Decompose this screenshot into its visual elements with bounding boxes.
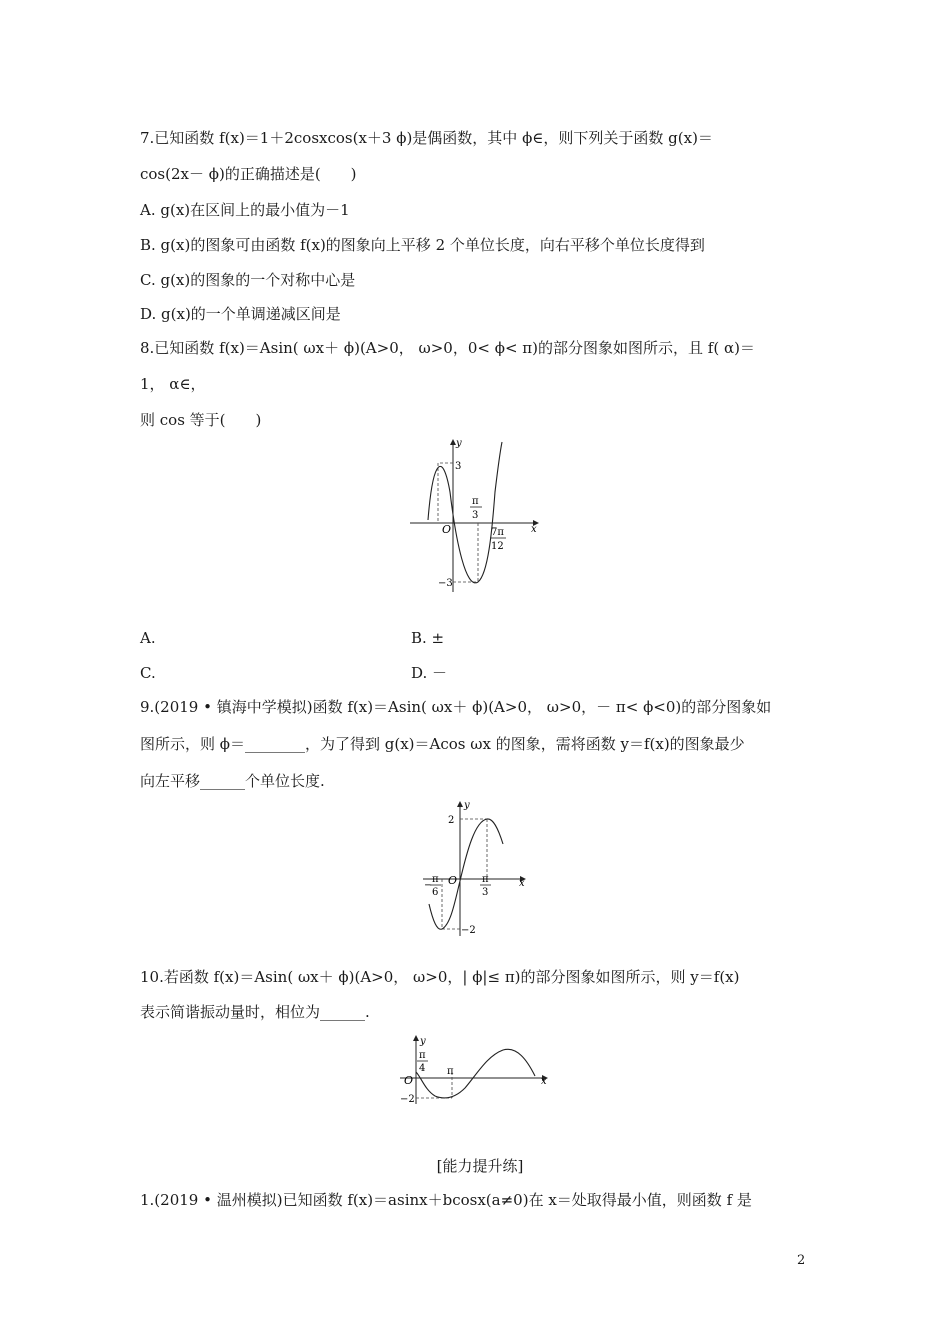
q9-neg-pi-num: π bbox=[432, 874, 439, 885]
q8-y-min: −3 bbox=[438, 578, 453, 589]
q8-line-3: 则 cos 等于( ) bbox=[140, 411, 262, 429]
q9-pi3-num: π bbox=[482, 874, 489, 885]
q9-line-3: 向左平移______个单位长度. bbox=[140, 772, 325, 790]
q9-y-max: 2 bbox=[448, 815, 455, 826]
q10-line-1: 10.若函数 f(x)＝Asin( ωx＋ ϕ)(A>0， ω>0，| ϕ|≤ π)的部分图象如图所示，则 y＝f(x) bbox=[140, 968, 740, 986]
q7-option-d: D. g(x)的一个单调递减区间是 bbox=[140, 305, 341, 323]
page-number: 2 bbox=[797, 1253, 806, 1268]
q9-y-label: y bbox=[464, 800, 470, 811]
q8-pi-den: 3 bbox=[472, 510, 479, 521]
q8-option-d: D. － bbox=[411, 664, 448, 682]
q9-sine-curve bbox=[429, 819, 503, 929]
q7-line-1: 7.已知函数 f(x)＝1＋2cosxcos(x＋3 ϕ)是偶函数，其中 ϕ∈，则下列关于函数 g(x)＝ bbox=[140, 129, 713, 147]
q8-option-b: B. ± bbox=[411, 629, 445, 647]
q7-option-a: A. g(x)在区间上的最小值为－1 bbox=[140, 201, 350, 219]
q9-y-min: −2 bbox=[461, 925, 476, 936]
q9-neg-pi-den: 6 bbox=[432, 887, 439, 898]
q8-x-label: x bbox=[531, 524, 537, 535]
q8-7pi-num: 7π bbox=[491, 527, 504, 538]
q10-graph bbox=[395, 1032, 555, 1107]
q9-neg-sign: − bbox=[424, 880, 433, 891]
q10-line-2: 表示简谐振动量时，相位为______. bbox=[140, 1003, 370, 1021]
q9-origin: O bbox=[448, 874, 458, 887]
q10-y-label: y bbox=[420, 1036, 426, 1047]
section-title: [能力提升练] bbox=[436, 1157, 524, 1175]
q8-line-2: 1， α∈， bbox=[140, 375, 206, 393]
q8-pi-num: π bbox=[472, 496, 479, 507]
q8-y-label: y bbox=[456, 438, 462, 449]
q10-y-min: −2 bbox=[400, 1094, 415, 1105]
q9-pi3-den: 3 bbox=[482, 887, 489, 898]
q1-line-1: 1.(2019 • 温州模拟)已知函数 f(x)＝asinx＋bcosx(a≠0)在 x＝处取得最小值，则函数 f 是 bbox=[140, 1191, 752, 1209]
q9-graph bbox=[415, 796, 535, 941]
q8-option-a: A. bbox=[140, 629, 156, 647]
q8-y-max: 3 bbox=[455, 461, 462, 472]
q7-option-b: B. g(x)的图象可由函数 f(x)的图象向上平移 2 个单位长度，向右平移个单位长度得到 bbox=[140, 236, 705, 254]
q8-line-1: 8.已知函数 f(x)＝Asin( ωx＋ ϕ)(A>0， ω>0，0< ϕ< π)的部分图象如图所示，且 f( α)＝ bbox=[140, 339, 755, 357]
q10-pi4-num: π bbox=[419, 1050, 426, 1061]
q8-origin: O bbox=[442, 523, 452, 536]
q10-pi: π bbox=[447, 1066, 454, 1077]
q10-sine-curve bbox=[416, 1049, 535, 1098]
q8-sine-curve bbox=[428, 442, 502, 583]
q10-origin: O bbox=[404, 1074, 414, 1087]
q10-pi4-den: 4 bbox=[419, 1063, 426, 1074]
q7-line-2: cos(2x－ ϕ)的正确描述是( ) bbox=[140, 165, 357, 183]
q7-option-c: C. g(x)的图象的一个对称中心是 bbox=[140, 271, 356, 289]
q10-x-label: x bbox=[541, 1076, 547, 1087]
q8-7pi-den: 12 bbox=[491, 541, 504, 552]
q8-option-c: C. bbox=[140, 664, 156, 682]
q9-line-2: 图所示，则 ϕ＝________，为了得到 g(x)＝Acos ωx 的图象，需将函数 y＝f(x)的图象最少 bbox=[140, 735, 745, 753]
q8-graph bbox=[400, 432, 550, 597]
q9-line-1: 9.(2019 • 镇海中学模拟)函数 f(x)＝Asin( ωx＋ ϕ)(A>0， ω>0，－ π< ϕ<0)的部分图象如 bbox=[140, 698, 772, 716]
q9-x-label: x bbox=[519, 878, 525, 889]
